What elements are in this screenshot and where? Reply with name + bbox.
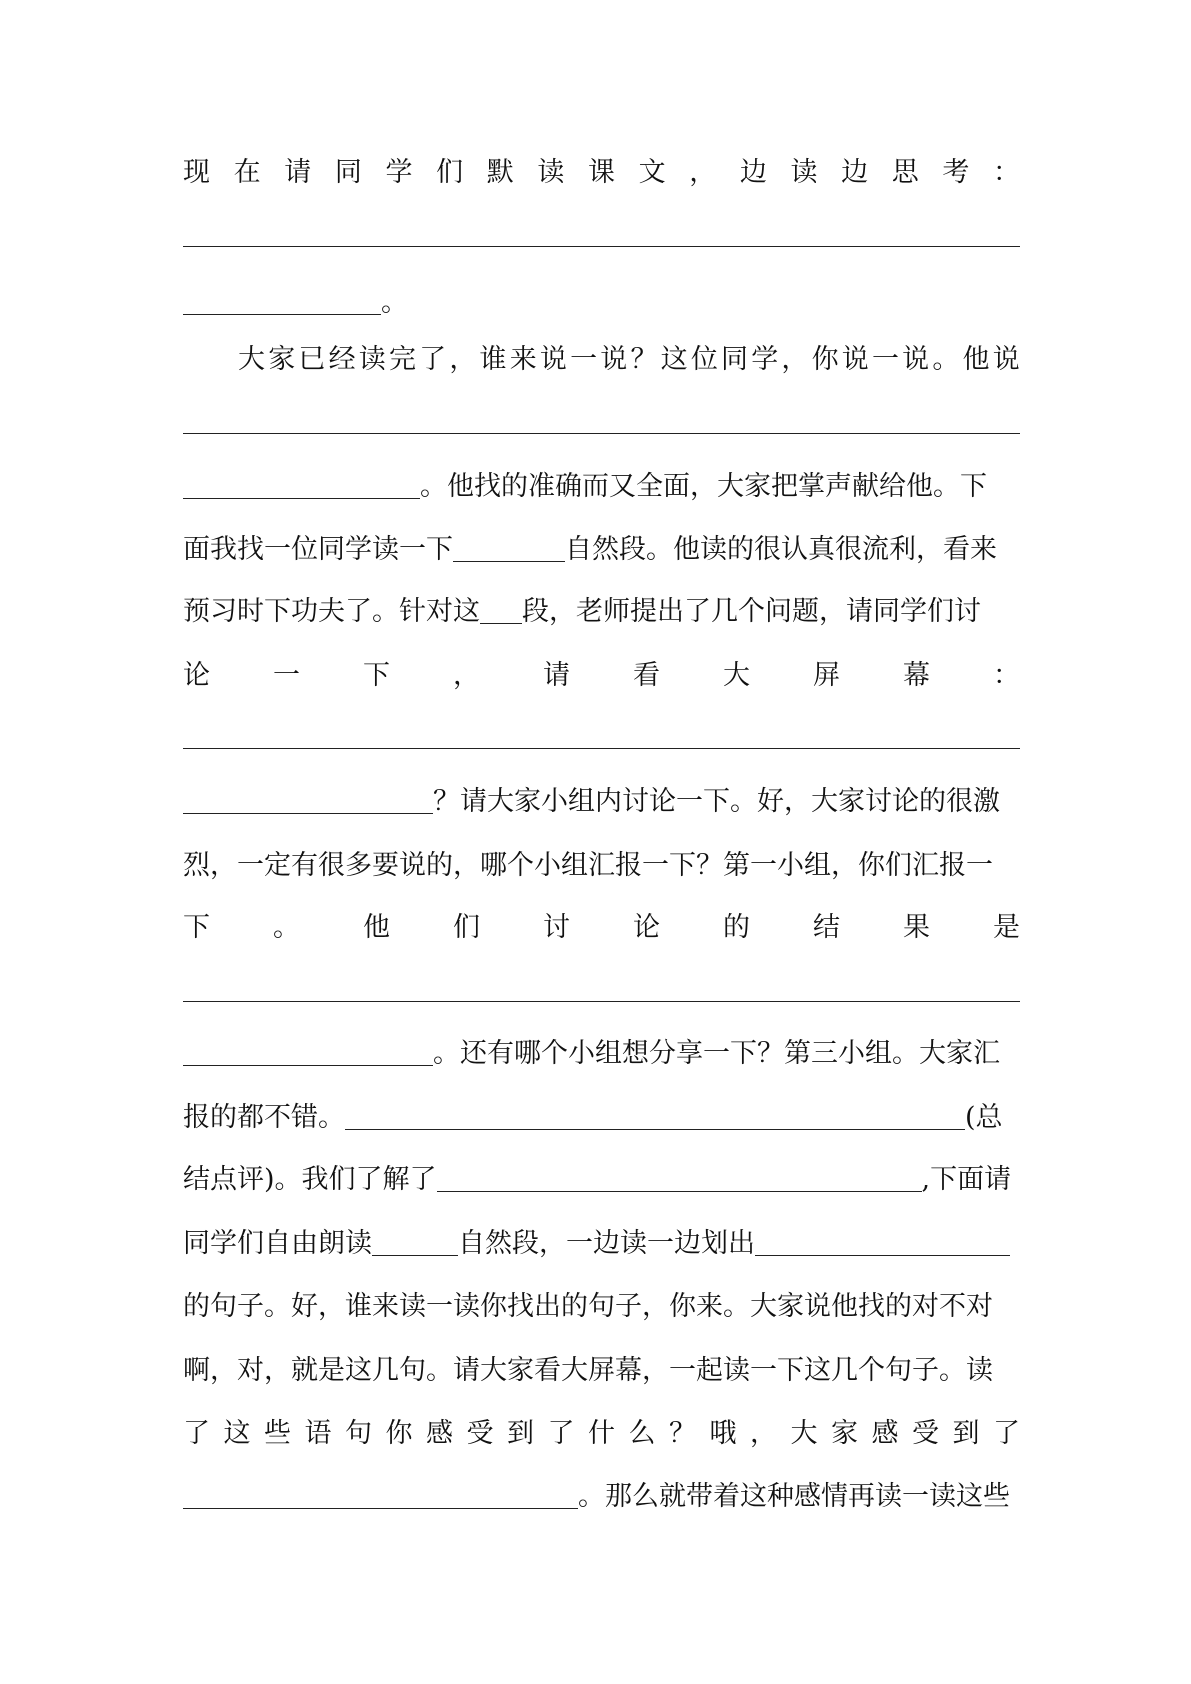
text-line-20 [183,1351,1020,1391]
text-line-7 [183,530,1020,570]
char: 。 [273,912,300,943]
char: 读 [358,344,386,375]
char: 学 [385,157,413,188]
text-segment: 同学们自由朗读 [183,1228,372,1259]
text-line-16 [183,1098,1020,1138]
text-line-9 [183,656,1020,696]
char: ， [750,1418,777,1449]
text-line-6 [183,467,1020,507]
text-line-22 [183,1477,1020,1517]
char: 这 [660,344,688,375]
fill-blank [372,1255,458,1256]
text-line-12 [183,846,1020,886]
char: 现 [183,157,210,188]
char: 大 [723,660,750,691]
char: 默 [486,157,514,188]
fill-blank [755,1255,1010,1256]
char: 说 [539,344,567,375]
text-line-18 [183,1224,1020,1264]
char: 感 [871,1418,899,1449]
char: ， [453,660,480,691]
fill-blank-full-1 [183,246,1020,247]
text-line-15 [183,1034,1020,1074]
char: 在 [233,157,261,188]
char: 受 [912,1418,939,1449]
text-line-1 [183,153,1020,193]
char: ， [449,344,477,375]
fill-blank-full-3 [183,748,1020,749]
char: 下 [183,912,210,943]
text-segment: 烈，一定有很多要说的，哪个小组汇报一下？第一小组，你们汇报一 [183,850,993,881]
char: ？ [669,1418,696,1449]
char: ， [781,344,809,375]
text-line-8 [183,592,1020,632]
fill-blank [183,314,381,315]
char: 说 [600,344,628,375]
text-segment: 。还有哪个小组想分享一下？第三小组。大家汇 [433,1038,1000,1069]
char: 句 [345,1418,372,1449]
text-line-3 [183,283,1020,323]
char: 们 [453,912,480,943]
char: 哦 [709,1418,737,1449]
char: 谁 [479,344,507,375]
char: 了 [547,1418,575,1449]
text-line-19 [183,1287,1020,1327]
char: 到 [952,1418,980,1449]
char: 说 [841,344,869,375]
fill-blank [183,813,433,814]
char: 到 [507,1418,534,1449]
char: ： [993,660,1020,691]
char: 同 [721,344,748,375]
char: 感 [426,1418,453,1449]
char: 了 [183,1418,210,1449]
char: 屏 [813,660,840,691]
char: 讨 [543,912,570,943]
char: 文 [638,157,666,188]
text-line-17 [183,1160,1020,1200]
fill-blank [453,561,565,562]
char: 读 [537,157,565,188]
char: ， [689,157,717,188]
char: 。 [932,344,960,375]
char: 来 [509,344,537,375]
fill-blank [345,1129,965,1130]
char: 结 [813,912,840,943]
char: 了 [419,344,447,375]
fill-blank [183,1065,433,1066]
char: 已 [298,344,326,375]
char: 边 [739,157,767,188]
text-segment: 的句子。好，谁来读一读你找出的句子，你来。大家说他找的对不对 [183,1291,993,1322]
char: 经 [328,344,356,375]
char: 幕 [903,660,930,691]
fill-blank-full-4 [183,1001,1020,1002]
char: 论 [183,660,210,691]
char: 果 [903,912,930,943]
fill-blank [183,1508,578,1509]
text-segment: 。那么就带着这种感情再读一读这些 [578,1481,1010,1512]
text-segment: ？请大家小组内讨论一下。好，大家讨论的很激 [433,786,1000,817]
char: 课 [588,157,615,188]
char: 是 [993,912,1020,943]
char: 请 [284,157,312,188]
char: 家 [831,1418,858,1449]
char: 一 [871,344,899,375]
text-segment: (总 [965,1102,1003,1133]
char: 看 [633,660,660,691]
char: 些 [264,1418,291,1449]
char: 们 [436,157,464,188]
char: 说 [902,344,930,375]
fill-blank-full-2 [183,433,1020,434]
text-segment: 预习时下功夫了。针对这 [183,596,480,627]
text-line-4 [183,340,1020,380]
text-segment: 。他找的准确而又全面，大家把掌声献给他。下 [420,471,987,502]
char: 受 [466,1418,494,1449]
char: 么 [628,1418,656,1449]
char: 了 [993,1418,1020,1449]
text-segment: 啊，对，就是这几句。请大家看大屏幕，一起读一下这几个句子。读 [183,1355,993,1386]
char: 大 [790,1418,818,1449]
char: 位 [690,344,718,375]
char: 的 [723,912,750,943]
text-segment: 结点评)。我们了解了 [183,1164,437,1195]
char: 语 [304,1418,332,1449]
char: 什 [588,1418,615,1449]
char: 论 [633,912,660,943]
char: 一 [570,344,598,375]
char: 下 [363,660,390,691]
text-segment: 面我找一位同学读一下 [183,534,453,565]
char: 思 [891,157,919,188]
text-segment: 报的都不错。 [183,1102,345,1133]
char: 你 [811,344,839,375]
char: 完 [388,344,416,375]
fill-blank [480,623,522,624]
char: 说 [992,344,1020,375]
char: 考 [942,157,970,188]
char: 边 [841,157,869,188]
text-line-13 [183,908,1020,948]
text-segment: 。 [381,287,408,318]
char: 他 [363,912,390,943]
fill-blank [437,1191,922,1192]
text-segment: 段，老师提出了几个问题，请同学们讨 [522,596,981,627]
char: 学 [751,344,779,375]
text-line-21 [183,1414,1020,1454]
char: 他 [962,344,990,375]
char: 读 [790,157,818,188]
char: 同 [334,157,362,188]
char: 这 [223,1418,251,1449]
char: 你 [385,1418,413,1449]
text-segment: 自然段。他读的很认真很流利，看来 [565,534,997,565]
char: ？ [630,344,658,375]
text-segment: ,下面请 [921,1164,1012,1195]
char: ： [993,157,1020,188]
char: 一 [273,660,300,691]
fill-blank [183,498,420,499]
char: 大 [238,344,265,375]
text-line-11 [183,782,1020,822]
char: 家 [268,344,296,375]
char: 请 [543,660,570,691]
text-segment: 自然段，一边读一边划出 [458,1228,755,1259]
